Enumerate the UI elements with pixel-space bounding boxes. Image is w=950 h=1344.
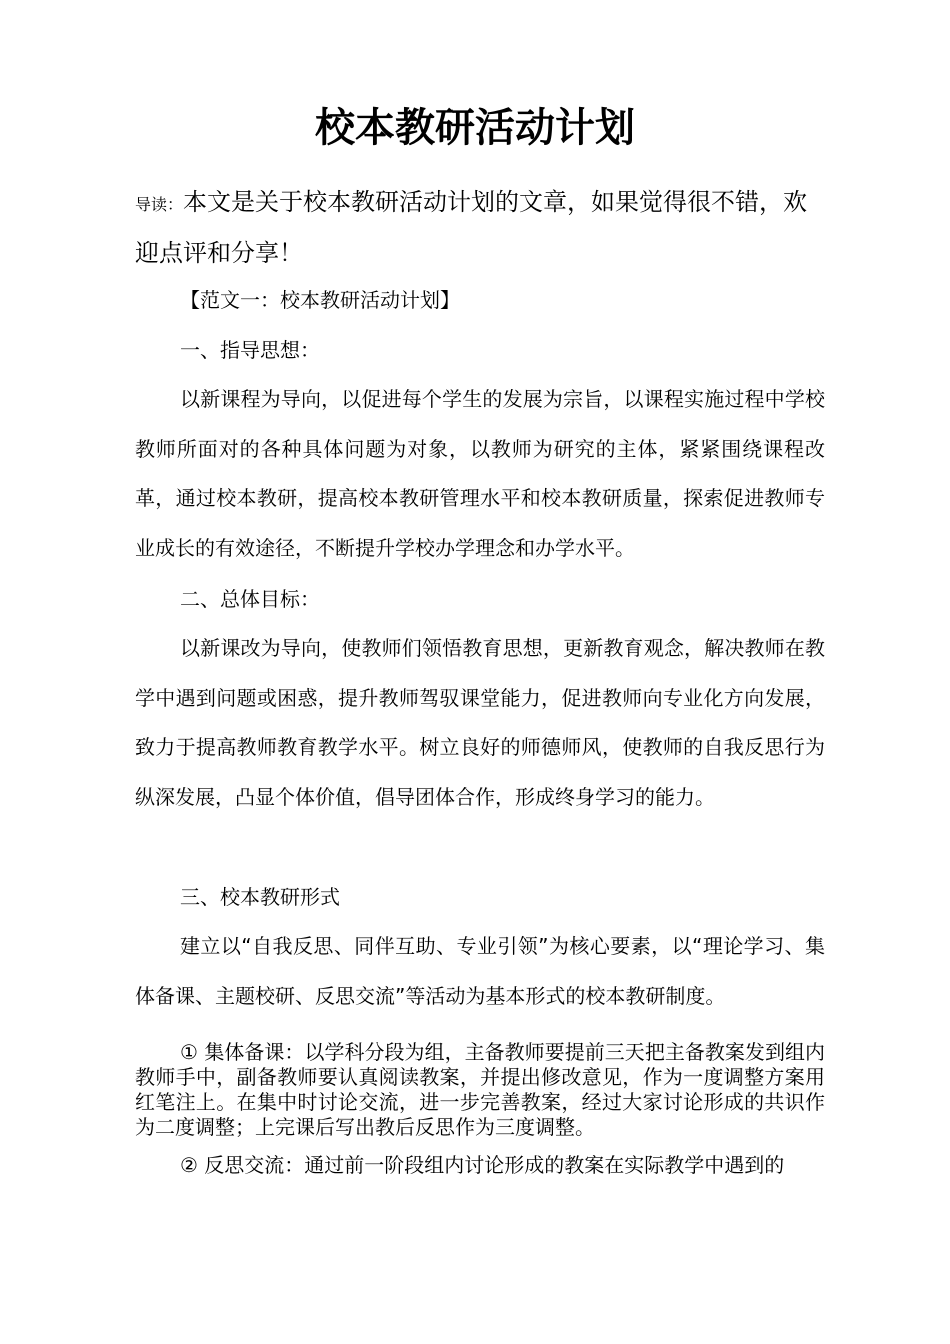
list-item-reflection-exchange: ② 反思交流：通过前一阶段组内讨论形成的教案在实际教学中遇到的 xyxy=(180,1153,785,1177)
list-item-collective-lesson-prep: ① 集体备课：以学科分段为组，主备教师要提前三天把主备教案发到组内教师手中，副备教师要认真阅读教案，并提出修改意见，作为一度调整方案用红笔注上。在集中时讨论交流，进一步完善教案，经过大家讨论形成的共识作为二度调整；上完课后写出教后反思作为三度调整。 xyxy=(135,1040,825,1139)
document-title: 校本教研活动计划 xyxy=(315,105,635,151)
lead-paragraph xyxy=(135,178,825,277)
paragraph-guiding-ideology: 以新课程为导向，以促进每个学生的发展为宗旨，以课程实施过程中学校教师所面对的各种具体问题为对象，以教师为研究的主体，紧紧围绕课程改革，通过校本教研，提高校本教研管理水平和校本教研质量，探索促进教师专业成长的有效途径，不断提升学校办学理念和办学水平。 xyxy=(135,387,825,560)
heading-research-forms: 三、校本教研形式 xyxy=(180,885,340,909)
lead-text: 本文是关于校本教研活动计划的文章，如果觉得很不错，欢迎点评和分享！ xyxy=(135,188,808,267)
heading-overall-goals: 二、总体目标： xyxy=(180,587,320,611)
paragraph-research-forms: 建立以“自我反思、同伴互助、专业引领”为核心要素，以“理论学习、集体备课、主题校研、反思交流”等活动为基本形式的校本教研制度。 xyxy=(135,934,825,1008)
paragraph-overall-goals: 以新课改为导向，使教师们领悟教育思想，更新教育观念，解决教师在教学中遇到问题或困惑，提升教师驾驭课堂能力，促进教师向专业化方向发展，致力于提高教师教育教学水平。树立良好的师德师风，使教师的自我反思行为纵深发展，凸显个体价值，倡导团体合作，形成终身学习的能力。 xyxy=(135,636,825,809)
heading-guiding-ideology: 一、指导思想： xyxy=(180,338,320,362)
lead-label: 导读： xyxy=(135,195,184,214)
section-title: 【范文一：校本教研活动计划】 xyxy=(180,288,460,312)
